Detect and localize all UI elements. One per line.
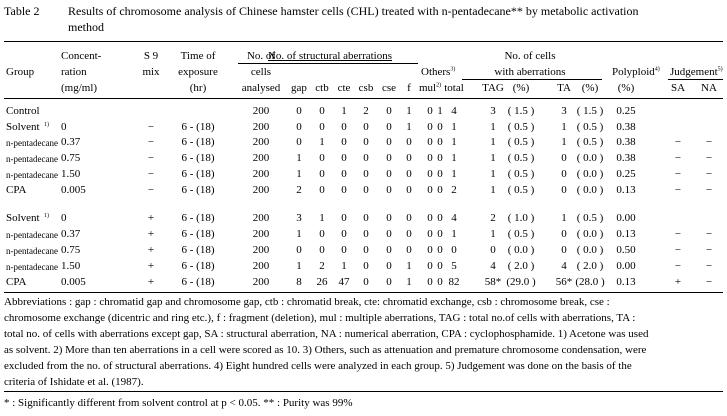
cell-mul: 0 bbox=[427, 152, 433, 164]
header-total: total bbox=[444, 82, 464, 94]
cell-group-footnote-mark: 1) bbox=[44, 213, 49, 219]
cell-cells: 200 bbox=[252, 136, 270, 148]
cell-sa: − bbox=[674, 228, 682, 240]
cell-ta-pct: ( 0.5 ) bbox=[576, 212, 604, 224]
header-time: Time of bbox=[180, 50, 216, 62]
cell-cse: 0 bbox=[386, 184, 392, 196]
cell-ta: 4 bbox=[561, 260, 567, 272]
table-label: Table 2 bbox=[4, 4, 40, 18]
note-line: criteria of Ishidate et al. (1987). bbox=[4, 376, 144, 388]
cell-poly: 0.50 bbox=[616, 244, 636, 256]
cell-others: 0 bbox=[437, 244, 443, 256]
cell-s9: − bbox=[147, 168, 155, 180]
header-ta-pct: (%) bbox=[581, 82, 599, 94]
cell-total: 1 bbox=[451, 121, 457, 133]
cell-cse: 0 bbox=[386, 136, 392, 148]
cell-tag: 1 bbox=[490, 168, 496, 180]
cell-mul: 0 bbox=[427, 121, 433, 133]
cell-sa: − bbox=[674, 152, 682, 164]
cell-ctb: 2 bbox=[319, 260, 325, 272]
cell-total: 1 bbox=[451, 136, 457, 148]
cell-ctb: 0 bbox=[319, 228, 325, 240]
cell-cse: 0 bbox=[386, 105, 392, 117]
cell-tag: 1 bbox=[490, 184, 496, 196]
cell-s9: + bbox=[147, 212, 155, 224]
cell-cse: 0 bbox=[386, 228, 392, 240]
header-conc-2: ration bbox=[61, 66, 87, 78]
cell-ta-pct: ( 0.5 ) bbox=[576, 121, 604, 133]
cell-cells: 200 bbox=[252, 276, 270, 288]
cell-cse: 0 bbox=[386, 168, 392, 180]
cell-ctb: 1 bbox=[319, 212, 325, 224]
cell-csb: 0 bbox=[363, 136, 369, 148]
cell-csb: 2 bbox=[363, 105, 369, 117]
header-na: NA bbox=[701, 82, 717, 94]
cell-tag: 1 bbox=[490, 152, 496, 164]
cell-cells: 200 bbox=[252, 152, 270, 164]
cell-cells: 200 bbox=[252, 168, 270, 180]
cell-poly: 0.38 bbox=[616, 121, 636, 133]
cell-conc: 0.37 bbox=[61, 228, 81, 240]
cell-conc: 0.005 bbox=[61, 276, 86, 288]
cell-s9: + bbox=[147, 276, 155, 288]
cell-conc: 0 bbox=[61, 121, 67, 133]
cell-conc: 0.37 bbox=[61, 136, 81, 148]
header-csb: csb bbox=[358, 82, 374, 94]
cell-time: 6 - (18) bbox=[181, 121, 215, 133]
cell-time: 6 - (18) bbox=[181, 260, 215, 272]
cell-others: 0 bbox=[437, 228, 443, 240]
cell-f: 1 bbox=[406, 105, 412, 117]
cell-others: 0 bbox=[437, 152, 443, 164]
cell-ta: 0 bbox=[561, 152, 567, 164]
cell-csb: 0 bbox=[363, 260, 369, 272]
cell-tag-pct: ( 0.5 ) bbox=[507, 121, 535, 133]
cell-others: 0 bbox=[437, 276, 443, 288]
cell-csb: 0 bbox=[363, 276, 369, 288]
cell-gap: 0 bbox=[296, 121, 302, 133]
cell-tag-pct: (29.0 ) bbox=[506, 276, 536, 288]
cell-others: 0 bbox=[437, 136, 443, 148]
cell-conc: 1.50 bbox=[61, 168, 81, 180]
cell-conc: 0 bbox=[61, 212, 67, 224]
aberrations-rule bbox=[462, 79, 602, 80]
cell-sa: − bbox=[674, 168, 682, 180]
cell-tag: 1 bbox=[490, 136, 496, 148]
cell-cse: 0 bbox=[386, 244, 392, 256]
header-cells-2: cells bbox=[250, 66, 272, 78]
cell-tag: 1 bbox=[490, 121, 496, 133]
header-others: Others$^{3)}$ bbox=[421, 66, 456, 78]
cell-ta: 0 bbox=[561, 244, 567, 256]
cell-mul: 0 bbox=[427, 260, 433, 272]
cell-others: 0 bbox=[437, 260, 443, 272]
cell-cells: 200 bbox=[252, 228, 270, 240]
cell-tag: 4 bbox=[490, 260, 496, 272]
cell-total: 1 bbox=[451, 228, 457, 240]
cell-mul: 0 bbox=[427, 212, 433, 224]
header-s9-mix: mix bbox=[142, 66, 160, 78]
cell-cte: 0 bbox=[341, 168, 347, 180]
cell-na: − bbox=[705, 276, 713, 288]
cell-f: 1 bbox=[406, 260, 412, 272]
cell-group: n-pentadecane bbox=[6, 262, 58, 272]
cell-group: n-pentadecane bbox=[6, 170, 58, 180]
cell-f: 1 bbox=[406, 121, 412, 133]
note-line: total no. of cells with aberrations except gap, SA : structural aberration, NA : numerical aberration, CPA : cyclophosphamide. 1) Acetone was used bbox=[4, 328, 649, 340]
cell-time: 6 - (18) bbox=[181, 276, 215, 288]
cell-total: 5 bbox=[451, 260, 457, 272]
cell-time: 6 - (18) bbox=[181, 212, 215, 224]
header-conc: Concent- bbox=[61, 50, 102, 62]
cell-poly: 0.13 bbox=[616, 184, 636, 196]
cell-s9: + bbox=[147, 244, 155, 256]
footnote: * : Significantly different from solvent control at p < 0.05. ** : Purity was 99% bbox=[4, 397, 353, 409]
cell-group: CPA bbox=[6, 276, 27, 288]
cell-tag-pct: ( 1.5 ) bbox=[507, 105, 535, 117]
cell-cte: 1 bbox=[341, 260, 347, 272]
header-group: Group bbox=[6, 66, 35, 78]
cell-f: 0 bbox=[406, 152, 412, 164]
cell-ta-pct: (28.0 ) bbox=[575, 276, 605, 288]
cell-ctb: 0 bbox=[319, 105, 325, 117]
cell-gap: 1 bbox=[296, 228, 302, 240]
cell-group: CPA bbox=[6, 184, 27, 196]
cell-cte: 0 bbox=[341, 121, 347, 133]
cell-tag: 3 bbox=[490, 105, 496, 117]
header-cells: No. of bbox=[246, 50, 276, 62]
cell-f: 0 bbox=[406, 244, 412, 256]
cell-poly: 0.00 bbox=[616, 260, 636, 272]
cell-cte: 0 bbox=[341, 152, 347, 164]
cell-na: − bbox=[705, 184, 713, 196]
cell-others: 0 bbox=[437, 121, 443, 133]
header-ta: TA bbox=[557, 82, 571, 94]
cell-s9: − bbox=[147, 184, 155, 196]
cell-cte: 0 bbox=[341, 244, 347, 256]
header-gap: gap bbox=[291, 82, 307, 94]
judgement-rule bbox=[668, 79, 723, 80]
cell-s9: − bbox=[147, 136, 155, 148]
cell-time: 6 - (18) bbox=[181, 244, 215, 256]
cell-ta-pct: ( 0.0 ) bbox=[576, 168, 604, 180]
cell-s9: − bbox=[147, 152, 155, 164]
cell-ta: 0 bbox=[561, 168, 567, 180]
header-cells-with-aberrations-2: with aberrations bbox=[494, 66, 566, 78]
cell-mul: 0 bbox=[427, 168, 433, 180]
cell-cells: 200 bbox=[252, 244, 270, 256]
cell-csb: 0 bbox=[363, 121, 369, 133]
cell-mul: 0 bbox=[427, 244, 433, 256]
cell-cte: 0 bbox=[341, 212, 347, 224]
cell-poly: 0.38 bbox=[616, 136, 636, 148]
cell-ta-pct: ( 2.0 ) bbox=[576, 260, 604, 272]
cell-ta: 56* bbox=[555, 276, 573, 288]
top-rule bbox=[4, 41, 723, 42]
cell-tag-pct: ( 2.0 ) bbox=[507, 260, 535, 272]
table-title-continued: method bbox=[68, 20, 104, 34]
cell-ta-pct: ( 0.0 ) bbox=[576, 152, 604, 164]
cell-gap: 1 bbox=[296, 152, 302, 164]
cell-conc: 1.50 bbox=[61, 260, 81, 272]
cell-cse: 0 bbox=[386, 152, 392, 164]
cell-total: 2 bbox=[451, 184, 457, 196]
cell-na: − bbox=[705, 244, 713, 256]
cell-csb: 0 bbox=[363, 184, 369, 196]
cell-ta-pct: ( 0.5 ) bbox=[576, 136, 604, 148]
footnote-rule bbox=[4, 391, 723, 392]
header-ctb: ctb bbox=[315, 82, 329, 94]
header-s9: S 9 bbox=[143, 50, 159, 62]
cell-s9: + bbox=[147, 228, 155, 240]
cell-ctb: 0 bbox=[319, 184, 325, 196]
cell-ta-pct: ( 0.0 ) bbox=[576, 228, 604, 240]
header-mul: mul$^{2)}$ bbox=[418, 82, 442, 94]
cell-tag-pct: ( 0.0 ) bbox=[507, 244, 535, 256]
cell-ta: 0 bbox=[561, 228, 567, 240]
cell-gap: 0 bbox=[296, 136, 302, 148]
cell-na: − bbox=[705, 260, 713, 272]
cell-poly: 0.13 bbox=[616, 228, 636, 240]
cell-mul: 0 bbox=[427, 136, 433, 148]
cell-mul: 0 bbox=[427, 276, 433, 288]
header-cte: cte bbox=[337, 82, 351, 94]
cell-ctb: 1 bbox=[319, 136, 325, 148]
cell-cte: 1 bbox=[341, 105, 347, 117]
cell-gap: 0 bbox=[296, 244, 302, 256]
cell-ctb: 26 bbox=[316, 276, 328, 288]
header-exposure: exposure bbox=[178, 66, 218, 78]
cell-gap: 8 bbox=[296, 276, 302, 288]
cell-tag: 2 bbox=[490, 212, 496, 224]
header-tag: TAG bbox=[482, 82, 504, 94]
cell-group: n-pentadecane bbox=[6, 138, 58, 148]
cell-cte: 0 bbox=[341, 184, 347, 196]
cell-cells: 200 bbox=[252, 212, 270, 224]
cell-cse: 0 bbox=[386, 212, 392, 224]
cell-total: 4 bbox=[451, 212, 457, 224]
cell-poly: 0.00 bbox=[616, 212, 636, 224]
header-cells-3: analysed bbox=[241, 82, 281, 94]
header-polyploid-pct: (%) bbox=[617, 82, 635, 94]
cell-csb: 0 bbox=[363, 228, 369, 240]
cell-time: 6 - (18) bbox=[181, 168, 215, 180]
header-f: f bbox=[407, 82, 411, 94]
cell-sa: − bbox=[674, 136, 682, 148]
cell-total: 4 bbox=[451, 105, 457, 117]
cell-csb: 0 bbox=[363, 244, 369, 256]
cell-s9: − bbox=[147, 121, 155, 133]
cell-ctb: 0 bbox=[319, 244, 325, 256]
header-time-unit: (hr) bbox=[189, 82, 207, 94]
cell-na: − bbox=[705, 136, 713, 148]
cell-total: 0 bbox=[451, 244, 457, 256]
cell-ta-pct: ( 0.0 ) bbox=[576, 244, 604, 256]
cell-cte: 0 bbox=[341, 136, 347, 148]
cell-ta: 1 bbox=[561, 136, 567, 148]
header-polyploid: Polyploid$^{4)}$ bbox=[612, 66, 660, 78]
cell-time: 6 - (18) bbox=[181, 228, 215, 240]
cell-conc: 0.005 bbox=[61, 184, 86, 196]
cell-group: n-pentadecane bbox=[6, 154, 58, 164]
cell-tag: 58* bbox=[484, 276, 502, 288]
cell-cse: 0 bbox=[386, 121, 392, 133]
cell-others: 0 bbox=[437, 184, 443, 196]
structural-rule bbox=[238, 63, 418, 64]
bottom-rule bbox=[4, 292, 723, 293]
cell-csb: 0 bbox=[363, 212, 369, 224]
cell-mul: 0 bbox=[427, 228, 433, 240]
header-conc-unit: (mg/ml) bbox=[61, 82, 98, 94]
cell-sa: − bbox=[674, 260, 682, 272]
cell-ctb: 0 bbox=[319, 152, 325, 164]
header-sa: SA bbox=[670, 82, 686, 94]
header-rule bbox=[4, 98, 723, 99]
cell-ctb: 0 bbox=[319, 168, 325, 180]
cell-f: 0 bbox=[406, 168, 412, 180]
header-cells-with-aberrations: No. of cells bbox=[504, 50, 556, 62]
cell-group: Control bbox=[6, 105, 40, 117]
note-line: Abbreviations : gap : chromatid gap and chromosome gap, ctb : chromatid break, cte: chromatid exchange, csb : chromosome break, cse : bbox=[4, 296, 610, 308]
cell-cse: 0 bbox=[386, 276, 392, 288]
cell-cells: 200 bbox=[252, 121, 270, 133]
cell-na: − bbox=[705, 168, 713, 180]
cell-others: 0 bbox=[437, 212, 443, 224]
cell-others: 0 bbox=[437, 168, 443, 180]
cell-tag-pct: ( 1.0 ) bbox=[507, 212, 535, 224]
cell-poly: 0.13 bbox=[616, 276, 636, 288]
cell-gap: 3 bbox=[296, 212, 302, 224]
cell-gap: 0 bbox=[296, 105, 302, 117]
cell-tag: 0 bbox=[490, 244, 496, 256]
cell-total: 1 bbox=[451, 152, 457, 164]
cell-tag-pct: ( 0.5 ) bbox=[507, 136, 535, 148]
cell-na: − bbox=[705, 152, 713, 164]
header-tag-pct: (%) bbox=[512, 82, 530, 94]
cell-ta: 3 bbox=[561, 105, 567, 117]
cell-f: 0 bbox=[406, 184, 412, 196]
cell-group: Solvent bbox=[6, 121, 40, 133]
note-line: chromosome exchange (dicentric and ring etc.), f : fragment (deletion), mul : multiple aberrations, TAG : total no.of cells with aberrations, TA : bbox=[4, 312, 636, 324]
cell-tag-pct: ( 0.5 ) bbox=[507, 184, 535, 196]
cell-time: 6 - (18) bbox=[181, 184, 215, 196]
cell-group: n-pentadecane bbox=[6, 230, 58, 240]
header-judgement: Judgement$^{5)}$ bbox=[670, 66, 723, 78]
cell-csb: 0 bbox=[363, 168, 369, 180]
cell-total: 1 bbox=[451, 168, 457, 180]
cell-cells: 200 bbox=[252, 260, 270, 272]
cell-time: 6 - (18) bbox=[181, 136, 215, 148]
cell-f: 0 bbox=[406, 228, 412, 240]
note-line: as solvent. 2) More than ten aberrations in a cell were scored as 10. 3) Others, such as attenuation and premature chromosome condensation, were bbox=[4, 344, 647, 356]
header-structural-aberrations: No. of structural aberrations bbox=[267, 50, 393, 62]
cell-poly: 0.25 bbox=[616, 105, 636, 117]
cell-ctb: 0 bbox=[319, 121, 325, 133]
cell-ta-pct: ( 1.5 ) bbox=[576, 105, 604, 117]
cell-ta: 1 bbox=[561, 212, 567, 224]
cell-csb: 0 bbox=[363, 152, 369, 164]
cell-cells: 200 bbox=[252, 105, 270, 117]
cell-cse: 0 bbox=[386, 260, 392, 272]
cell-gap: 1 bbox=[296, 168, 302, 180]
cell-gap: 2 bbox=[296, 184, 302, 196]
cell-tag-pct: ( 0.5 ) bbox=[507, 228, 535, 240]
cell-sa: − bbox=[674, 244, 682, 256]
cell-tag-pct: ( 0.5 ) bbox=[507, 168, 535, 180]
cell-f: 1 bbox=[406, 276, 412, 288]
cell-conc: 0.75 bbox=[61, 152, 81, 164]
cell-tag-pct: ( 0.5 ) bbox=[507, 152, 535, 164]
cell-poly: 0.25 bbox=[616, 168, 636, 180]
cell-conc: 0.75 bbox=[61, 244, 81, 256]
cell-tag: 1 bbox=[490, 228, 496, 240]
cell-total: 82 bbox=[448, 276, 460, 288]
cell-mul: 0 bbox=[427, 105, 433, 117]
table-title: Results of chromosome analysis of Chinese hamster cells (CHL) treated with n-pentadecane** by metabolic activation bbox=[68, 4, 639, 18]
cell-cte: 0 bbox=[341, 228, 347, 240]
cell-gap: 1 bbox=[296, 260, 302, 272]
note-line: excluded from the no. of structural aberrations. 4) Eight hundred cells were analyzed in each group. 5) Judgement was done on the basis of the bbox=[4, 360, 632, 372]
header-cse: cse bbox=[381, 82, 397, 94]
cell-s9: + bbox=[147, 260, 155, 272]
cell-others: 1 bbox=[437, 105, 443, 117]
cell-ta: 0 bbox=[561, 184, 567, 196]
cell-sa: + bbox=[674, 276, 682, 288]
cell-cte: 47 bbox=[338, 276, 350, 288]
cell-na: − bbox=[705, 228, 713, 240]
cell-sa: − bbox=[674, 184, 682, 196]
cell-ta-pct: ( 0.0 ) bbox=[576, 184, 604, 196]
cell-group: n-pentadecane bbox=[6, 246, 58, 256]
cell-group: Solvent bbox=[6, 212, 40, 224]
cell-f: 0 bbox=[406, 136, 412, 148]
cell-group-footnote-mark: 1) bbox=[44, 122, 49, 128]
cell-mul: 0 bbox=[427, 184, 433, 196]
cell-ta: 1 bbox=[561, 121, 567, 133]
cell-cells: 200 bbox=[252, 184, 270, 196]
cell-poly: 0.38 bbox=[616, 152, 636, 164]
cell-time: 6 - (18) bbox=[181, 152, 215, 164]
cell-f: 0 bbox=[406, 212, 412, 224]
